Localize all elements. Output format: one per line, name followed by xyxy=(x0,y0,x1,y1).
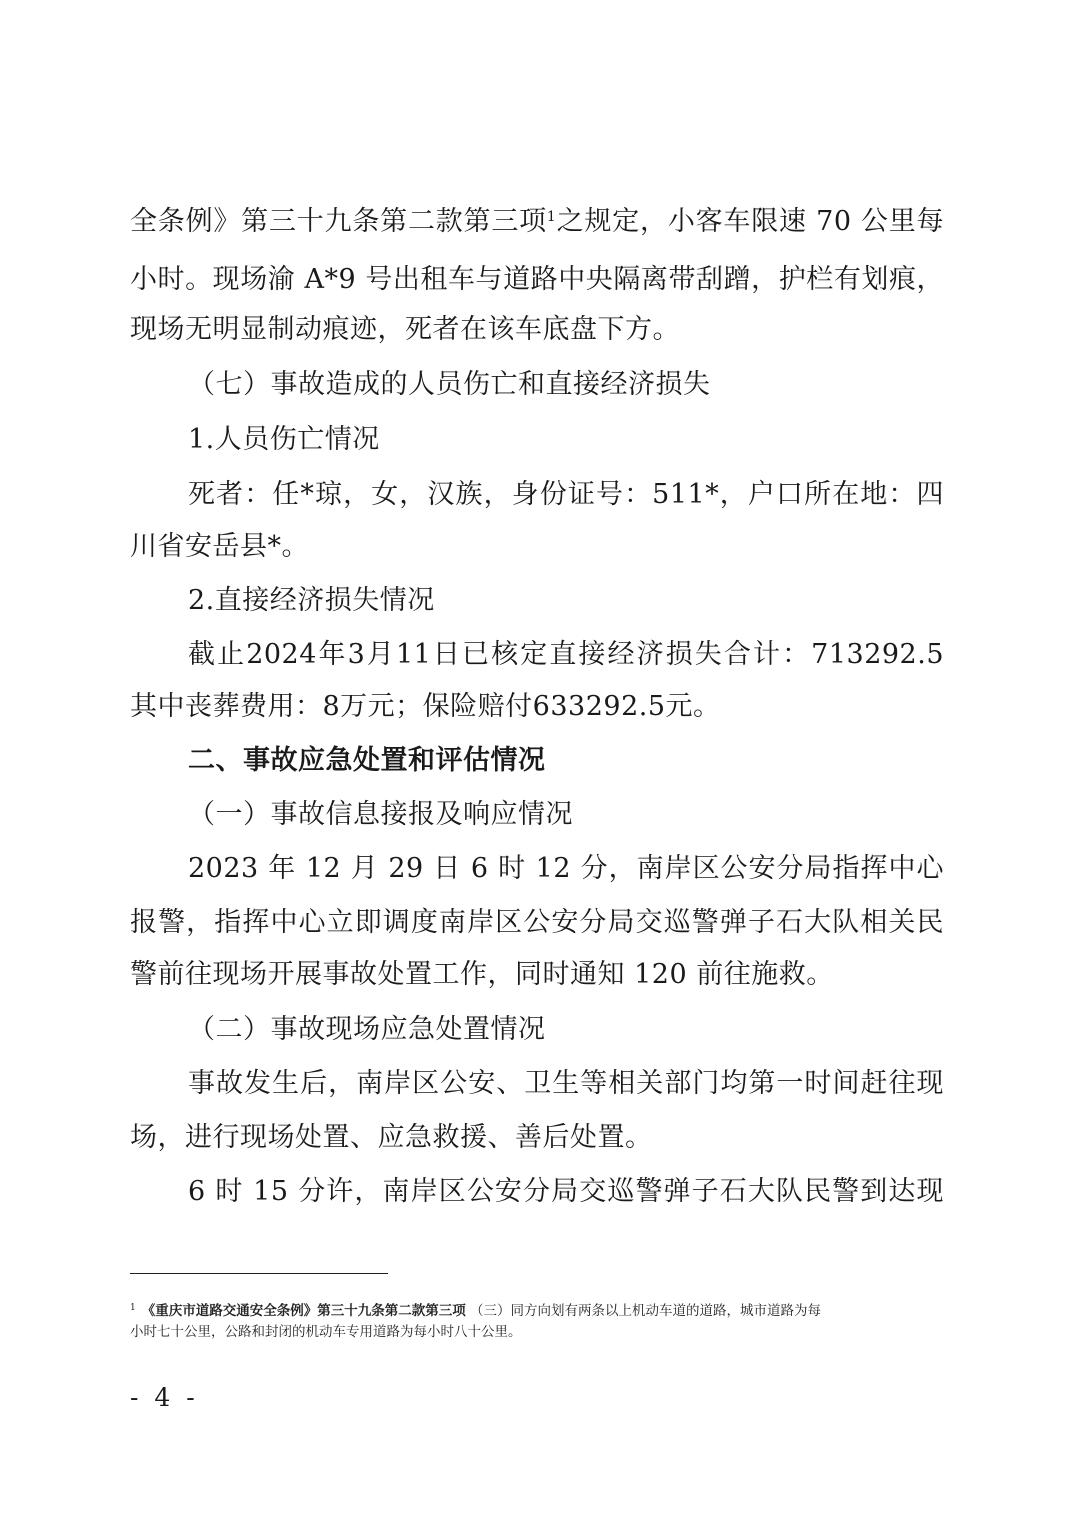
body-line-report-3: 警前往现场开展事故处置工作，同时通知 120 前往施救。 xyxy=(130,959,834,990)
footnote-number: 1 xyxy=(130,1303,136,1313)
subheading-economic-loss: 2.直接经济损失情况 xyxy=(188,585,435,616)
footnote-line-1 xyxy=(130,1296,948,1323)
subsection-heading-7: （七）事故造成的人员伤亡和直接经济损失 xyxy=(188,369,711,400)
section-heading-2: 二、事故应急处置和评估情况 xyxy=(188,745,546,776)
footnote-title: 《重庆市道路交通安全条例》第三十九条第二款第三项 xyxy=(141,1303,466,1319)
footnote-reference[interactable]: 1 xyxy=(546,209,557,225)
body-line-response-1: 事故发生后，南岸区公安、卫生等相关部门均第一时间赶往现 xyxy=(188,1068,944,1099)
footnote-line-2: 小时七十公里，公路和封闭的机动车专用道路为每小时八十公里。 xyxy=(130,1324,522,1340)
body-line-2: 小时。现场渝 A*9 号出租车与道路中央隔离带刮蹭，护栏有划痕， xyxy=(130,264,944,295)
footnote-separator xyxy=(130,1273,388,1274)
body-line-report-2: 报警，指挥中心立即调度南岸区公安分局交巡警弹子石大队相关民 xyxy=(130,907,944,938)
body-line-loss-total: 截止2024年3月11日已核定直接经济损失合计：713292.5 xyxy=(188,639,944,670)
body-line-deceased: 死者：任*琼，女，汉族，身份证号：511*，户口所在地：四 xyxy=(188,479,944,510)
subsection-heading-2: （二）事故现场应急处置情况 xyxy=(188,1014,546,1045)
body-line-loss-detail: 其中丧葬费用：8万元；保险赔付633292.5元。 xyxy=(130,691,721,722)
body-line-3: 现场无明显制动痕迹，死者在该车底盘下方。 xyxy=(130,314,680,345)
body-line-arrival: 6 时 15 分许，南岸区公安分局交巡警弹子石大队民警到达现 xyxy=(188,1176,944,1207)
body-line-report-1: 2023 年 12 月 29 日 6 时 12 分，南岸区公安分局指挥中心 xyxy=(188,853,944,884)
page-number: - 4 - xyxy=(130,1383,199,1412)
body-line-response-2: 场，进行现场处置、应急救援、善后处置。 xyxy=(130,1122,653,1153)
body-line-1: 全条例》第三十九条第二款第三项$^1$之规定，小客车限速 70 公里每 xyxy=(130,206,944,237)
body-line-residence: 川省安岳县*。 xyxy=(130,531,309,562)
subheading-casualties: 1.人员伤亡情况 xyxy=(188,424,380,455)
subsection-heading-1: （一）事故信息接报及响应情况 xyxy=(188,799,573,830)
footnote-text-1: （三）同方向划有两条以上机动车道的道路，城市道路为每 xyxy=(470,1303,822,1319)
